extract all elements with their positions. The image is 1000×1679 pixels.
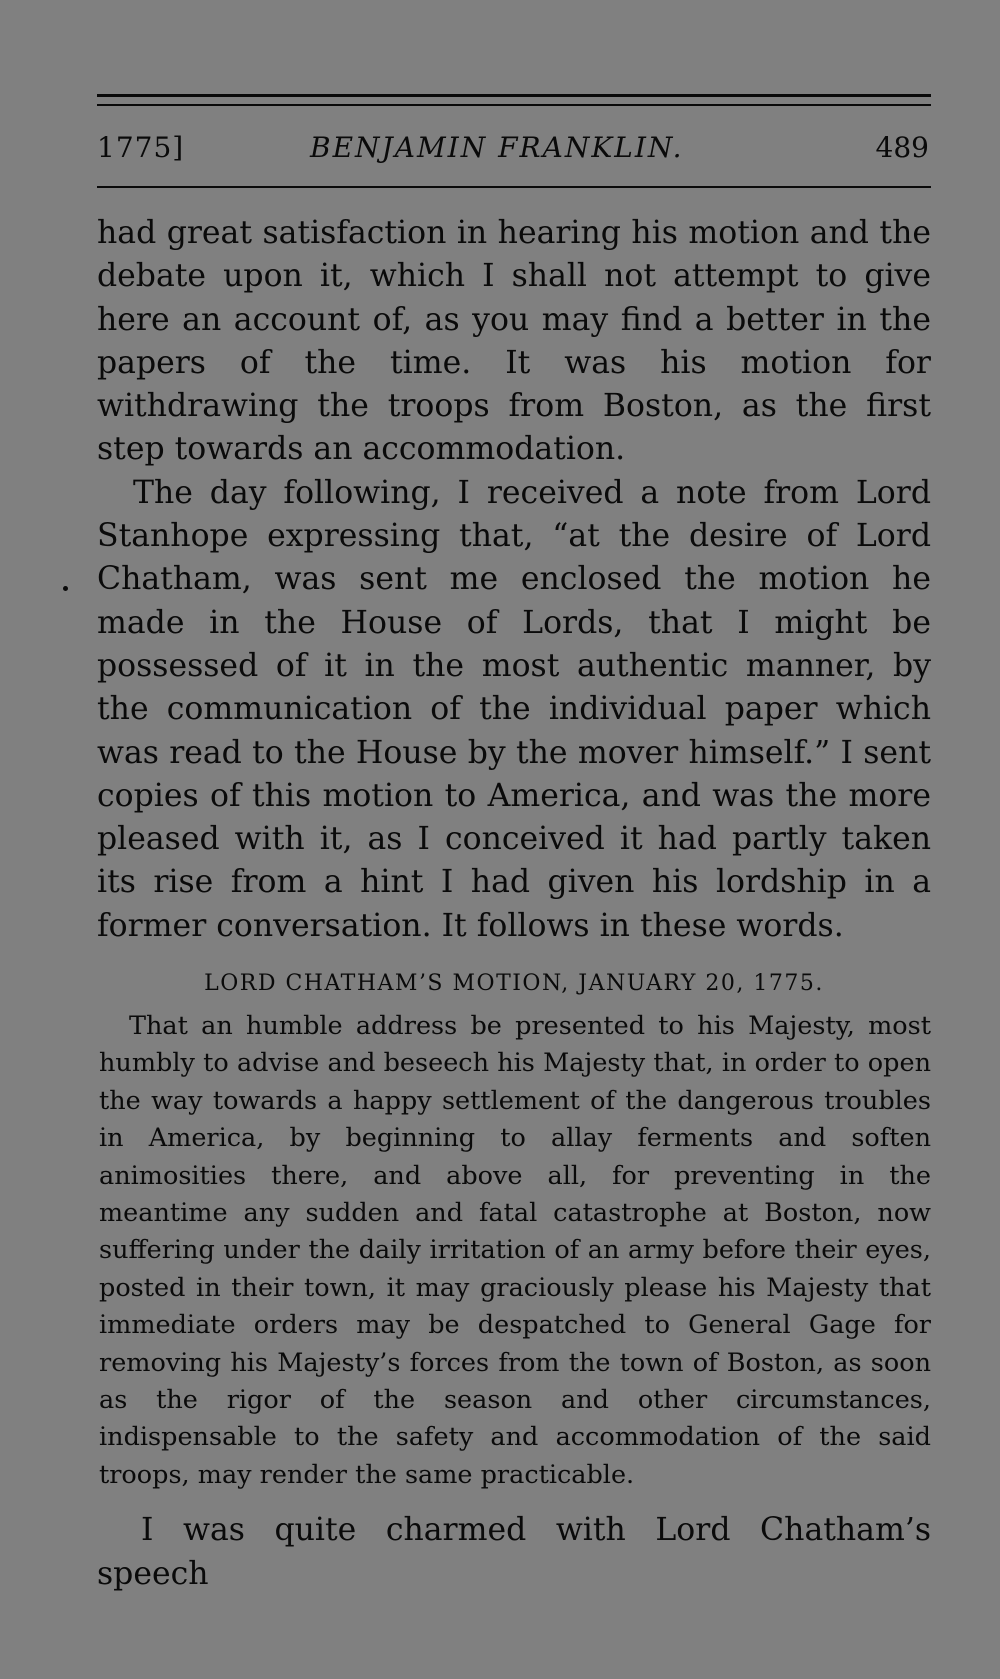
header-rule-top: [97, 94, 931, 97]
closing-paragraph: I was quite charmed with Lord Chatham’s speech: [97, 1512, 931, 1592]
motion-paragraph: That an humble address be presented to his Majesty, most humbly to advise and beseech his Majesty that, in order to open the way towards a happy settlement of the dangerous troubles in America, by beginning to allay ferments and soften animosities there, and above all, for preventing in the meantime any sudden and fatal catastrophe at Boston, now suffering under the daily irritation of an army before their eyes, posted in their town, it may graciously please his Majesty that immediate orders may be despatched to General Gage for removing his Majesty’s forces from the town of Boston, as soon as the rigor of the season and other circumstances, indispensable to the safety and accommodation of the said troops, may render the same practicable.: [99, 1011, 931, 1490]
header-rule-bottom: [97, 186, 931, 188]
header-title: BENJAMIN FRANKLIN.: [310, 131, 684, 164]
book-page: [97, 0, 931, 1679]
header-rule-double: [97, 104, 931, 106]
header-year: 1775]: [97, 131, 185, 164]
motion-text: [99, 1008, 931, 1494]
running-header: [97, 128, 931, 168]
paragraph-continued: had great satisfaction in hearing his motion and the debate upon it, which I shall not attempt to give here an account of, as you may find a better in the papers of the time. It was his motion for withdrawing the troops from Boston, as the first step towards an accommodation.: [97, 215, 931, 468]
body-text: [97, 212, 931, 948]
paragraph: The day following, I received a note from Lord Stanhope expressing that, “at the desire of Lord Chatham, was sent me enclosed the motion he made in the House of Lords, that I might be possessed of it in the most authentic manner, by the communication of the individual paper which was read to the House by the mover himself.” I sent copies of this motion to America, and was the more pleased with it, as I conceived it had partly taken its rise from a hint I had given his lordship in a former conversation. It follows in these words.: [97, 474, 931, 944]
section-heading: LORD CHATHAM’S MOTION, JANUARY 20, 1775.: [204, 971, 824, 996]
closing-text: [97, 1508, 931, 1596]
page-number: 489: [875, 131, 929, 164]
margin-mark: [63, 586, 68, 591]
